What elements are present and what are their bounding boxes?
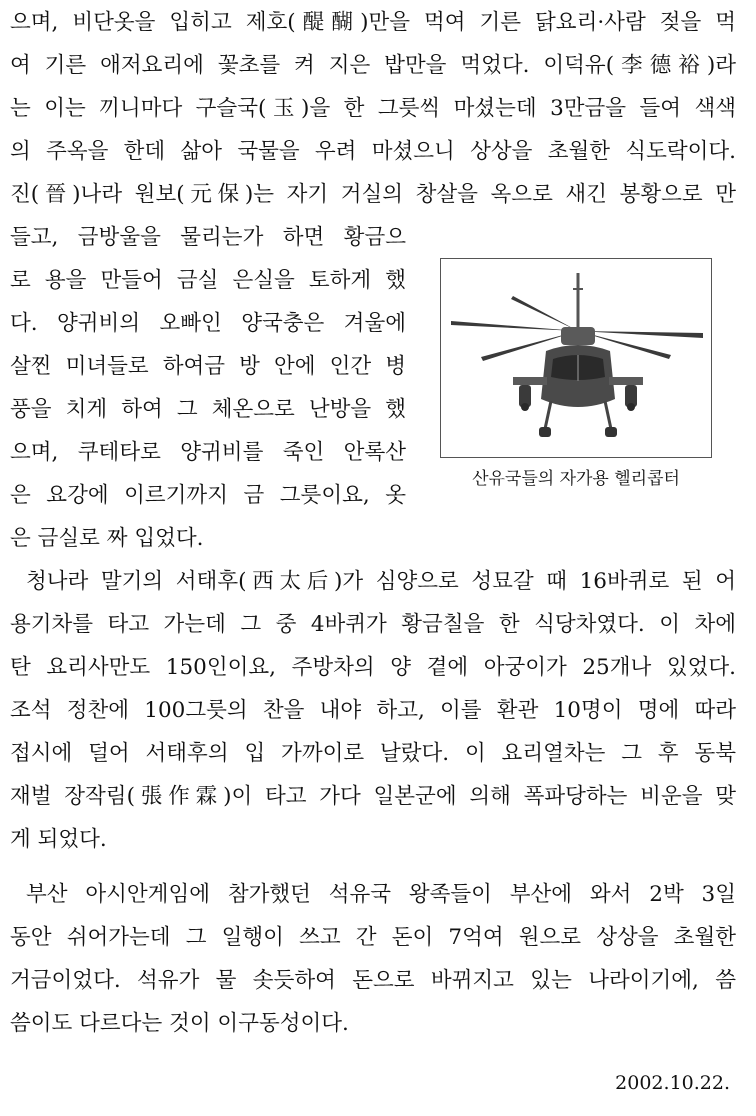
helicopter-image bbox=[440, 258, 712, 458]
text-line: 으며, 쿠테타로 양귀비를 죽인 안록산 bbox=[10, 440, 406, 465]
text-line: 게 되었다. bbox=[10, 827, 107, 852]
paragraph-start-line: 청나라 말기의 서태후(西太后)가 심양으로 성묘갈 때 16바퀴로 된 어 bbox=[26, 569, 736, 594]
text-line: 풍을 치게 하여 그 체온으로 난방을 했 bbox=[10, 397, 406, 422]
text-line: 살찐 미녀들로 하여금 방 안에 인간 병 bbox=[10, 354, 406, 379]
text-line: 거금이었다. 석유가 물 솟듯하여 돈으로 바뀌지고 있는 나라이기에, 씀 bbox=[10, 968, 736, 993]
text-line: 으며, 비단옷을 입히고 제호(醍醐)만을 먹여 기른 닭요리·사람 젖을 먹 bbox=[10, 10, 736, 35]
text-line: 은 요강에 이르기까지 금 그릇이요, 옷 bbox=[10, 483, 406, 508]
text-line: 재벌 장작림(張作霖)이 타고 가다 일본군에 의해 폭파당하는 비운을 맞 bbox=[10, 784, 736, 809]
text-line: 접시에 덜어 서태후의 입 가까이로 날랐다. 이 요리열차는 그 후 동북 bbox=[10, 741, 736, 766]
text-line: 로 용을 만들어 금실 은실을 토하게 했 bbox=[10, 268, 406, 293]
text-line: 조석 정찬에 100그릇의 찬을 내야 하고, 이를 환관 10명이 명에 따라 bbox=[10, 698, 736, 723]
text-line: 는 이는 끼니마다 구슬국(玉)을 한 그릇씩 마셨는데 3만금을 들여 색색 bbox=[10, 96, 736, 121]
text-line: 의 주옥을 한데 삶아 국물을 우려 마셨으니 상상을 초월한 식도락이다. bbox=[10, 139, 736, 164]
text-line: 용기차를 타고 가는데 그 중 4바퀴가 황금칠을 한 식당차였다. 이 차에 bbox=[10, 612, 736, 637]
paragraph-start-line: 부산 아시안게임에 참가했던 석유국 왕족들이 부산에 와서 2박 3일 bbox=[26, 882, 736, 907]
text-line: 씀이도 다르다는 것이 이구동성이다. bbox=[10, 1011, 349, 1036]
publication-date: 2002.10.22. bbox=[615, 1072, 730, 1094]
figure-caption: 산유국들의 자가용 헬리콥터 bbox=[472, 469, 680, 489]
text-line: 다. 양귀비의 오빠인 양국충은 겨울에 bbox=[10, 311, 406, 336]
text-line: 여 기른 애저요리에 꽃초를 켜 지은 밥만을 먹었다. 이덕유(李德裕)라 bbox=[10, 53, 736, 78]
text-line: 탄 요리사만도 150인이요, 주방차의 양 곁에 아궁이가 25개나 있었다. bbox=[10, 655, 736, 680]
text-line: 들고, 금방울을 물리는가 하면 황금으 bbox=[10, 225, 406, 250]
text-line: 은 금실로 짜 입었다. bbox=[10, 526, 204, 551]
text-line: 진(晉)나라 원보(元保)는 자기 거실의 창살을 옥으로 새긴 봉황으로 만 bbox=[10, 182, 736, 207]
helicopter-illustration bbox=[441, 259, 711, 457]
text-line: 동안 쉬어가는데 그 일행이 쓰고 간 돈이 7억여 원으로 상상을 초월한 bbox=[10, 925, 736, 950]
